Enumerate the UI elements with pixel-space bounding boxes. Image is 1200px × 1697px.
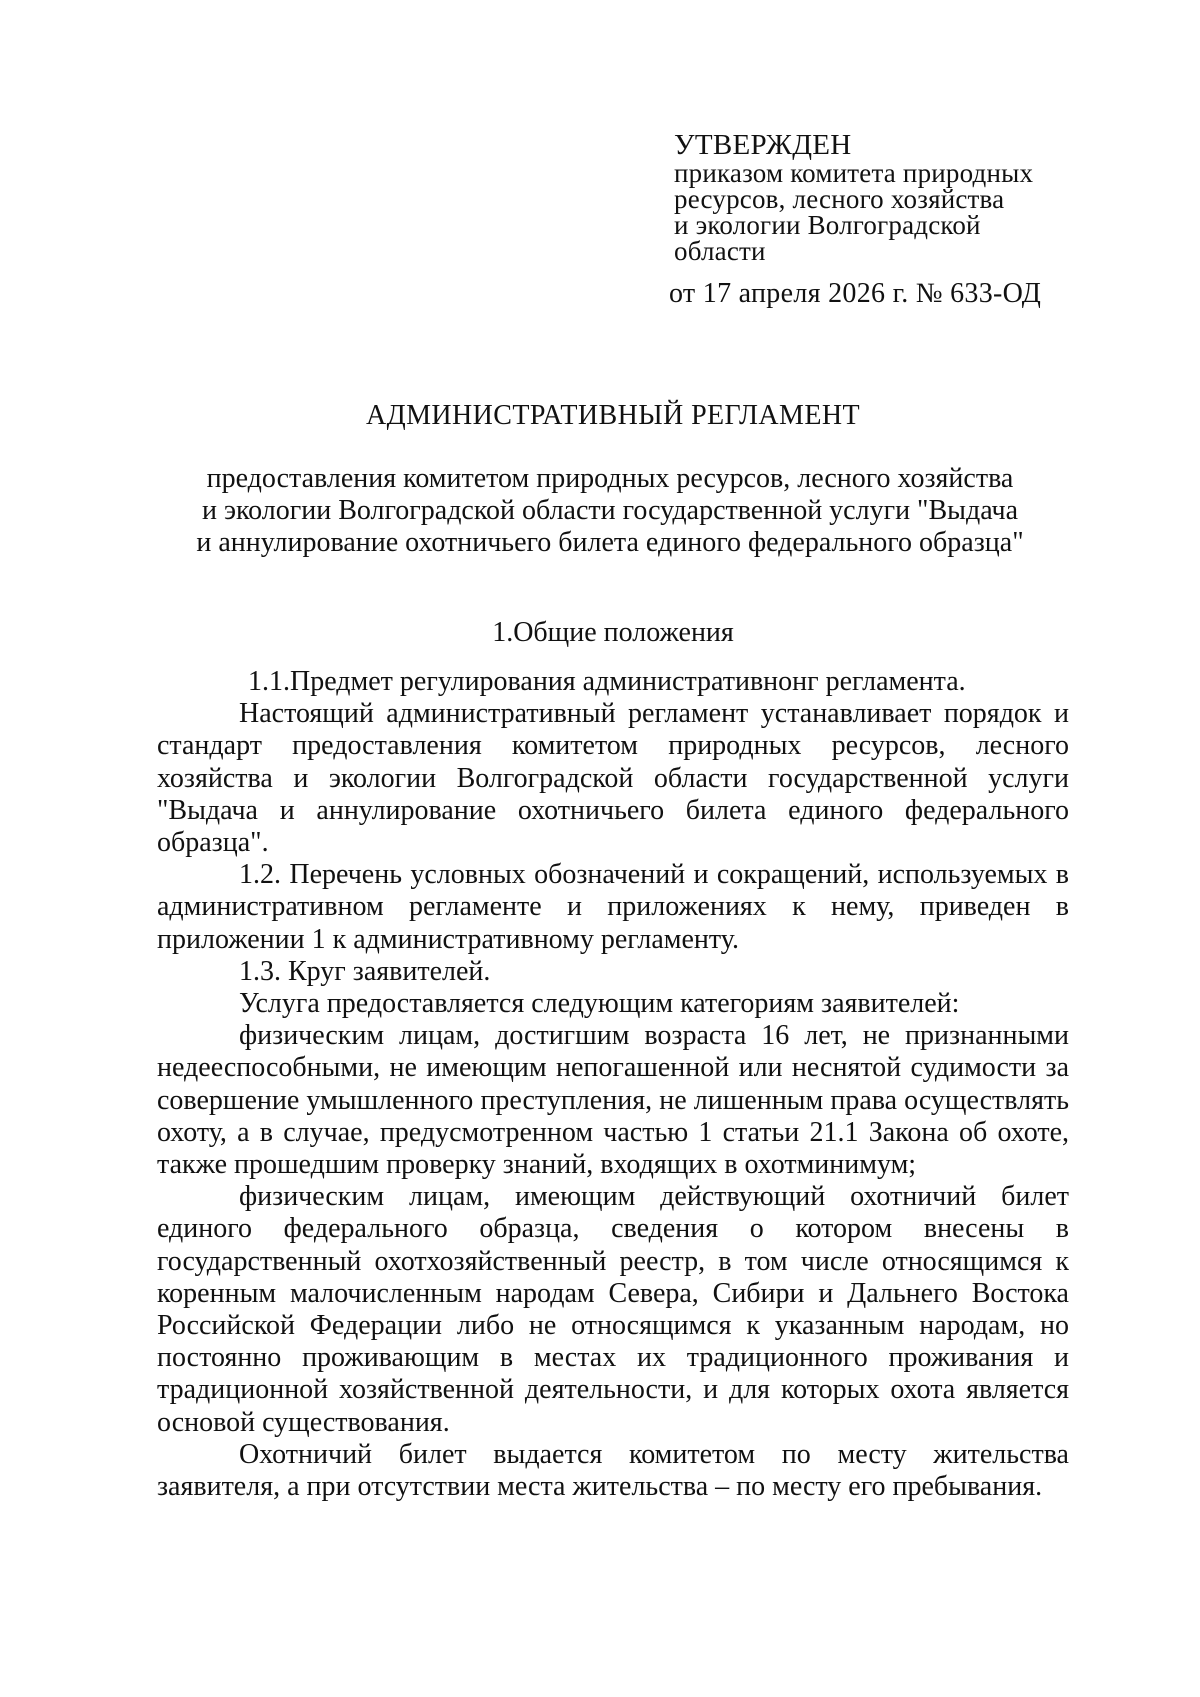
approval-stamp (674, 131, 1094, 264)
subtitle-line: и аннулирование охотничьего билета единого федерального образца" (196, 527, 1024, 558)
body-paragraph: физическим лицам, достигшим возраста 16 лет, не признанными недееспособными, не имеющим непогашенной или неснятой судимости за совершение умышленного преступления, не лишенным права осуществлять охоту, а в случае, предусмотренном частью 1 статьи 21.1 Закона об охоте, также прошедшим проверку знаний, входящих в охотминимум; (157, 1020, 1069, 1181)
body-paragraph: Охотничий билет выдается комитетом по месту жительства заявителя, а при отсутствии места жительства – по месту его пребывания. (157, 1438, 1069, 1503)
body-paragraph: 1.2. Перечень условных обозначений и сокращений, используемых в административном регламенте и приложениях к нему, приведен в приложении 1 к административному регламенту. (157, 859, 1069, 955)
subtitle-line: предоставления комитетом природных ресурсов, лесного хозяйства (206, 463, 1014, 494)
document-subtitle (0, 463, 1200, 559)
approval-line: приказом комитета природных (674, 158, 1034, 188)
approval-line: области (674, 236, 766, 266)
body-paragraph: Настоящий административный регламент устанавливает порядок и стандарт предоставления комитетом природных ресурсов, лесного хозяйства и экологии Волгоградской области государственной услуги "Выдача и аннулирование охотничьего билета единого федерального образца". (157, 698, 1069, 859)
document-body (157, 666, 1069, 1503)
order-reference: от 17 апреля 2026 г. № 633-ОД (669, 278, 1042, 309)
body-paragraph: Услуга предоставляется следующим категориям заявителей: (239, 988, 960, 1020)
body-paragraph: физическим лицам, имеющим действующий охотничий билет единого федерального образца, сведения о котором внесены в государственный охотхозяйственный реестр, в том числе относящимся к коренным малочисленным народам Севера, Сибири и Дальнего Востока Российской Федерации либо не относящимся к указанным народам, но постоянно проживающим в местах их традиционного проживания и традиционной хозяйственной деятельности, и для которых охота является основой существования. (157, 1181, 1069, 1438)
section-heading: 1.Общие положения (492, 617, 734, 648)
clause-heading: 1.1.Предмет регулирования административнонг регламента. (248, 666, 966, 697)
document-title: АДМИНИСТРАТИВНЫЙ РЕГЛАМЕНТ (366, 400, 860, 431)
approval-line: ресурсов, лесного хозяйства (674, 184, 1005, 214)
clause-heading: 1.3. Круг заявителей. (239, 955, 491, 987)
approval-heading: УТВЕРЖДЕН (674, 129, 852, 161)
approval-line: и экологии Волгоградской (674, 210, 981, 240)
subtitle-line: и экологии Волгоградской области государственной услуги "Выдача (201, 495, 1019, 526)
